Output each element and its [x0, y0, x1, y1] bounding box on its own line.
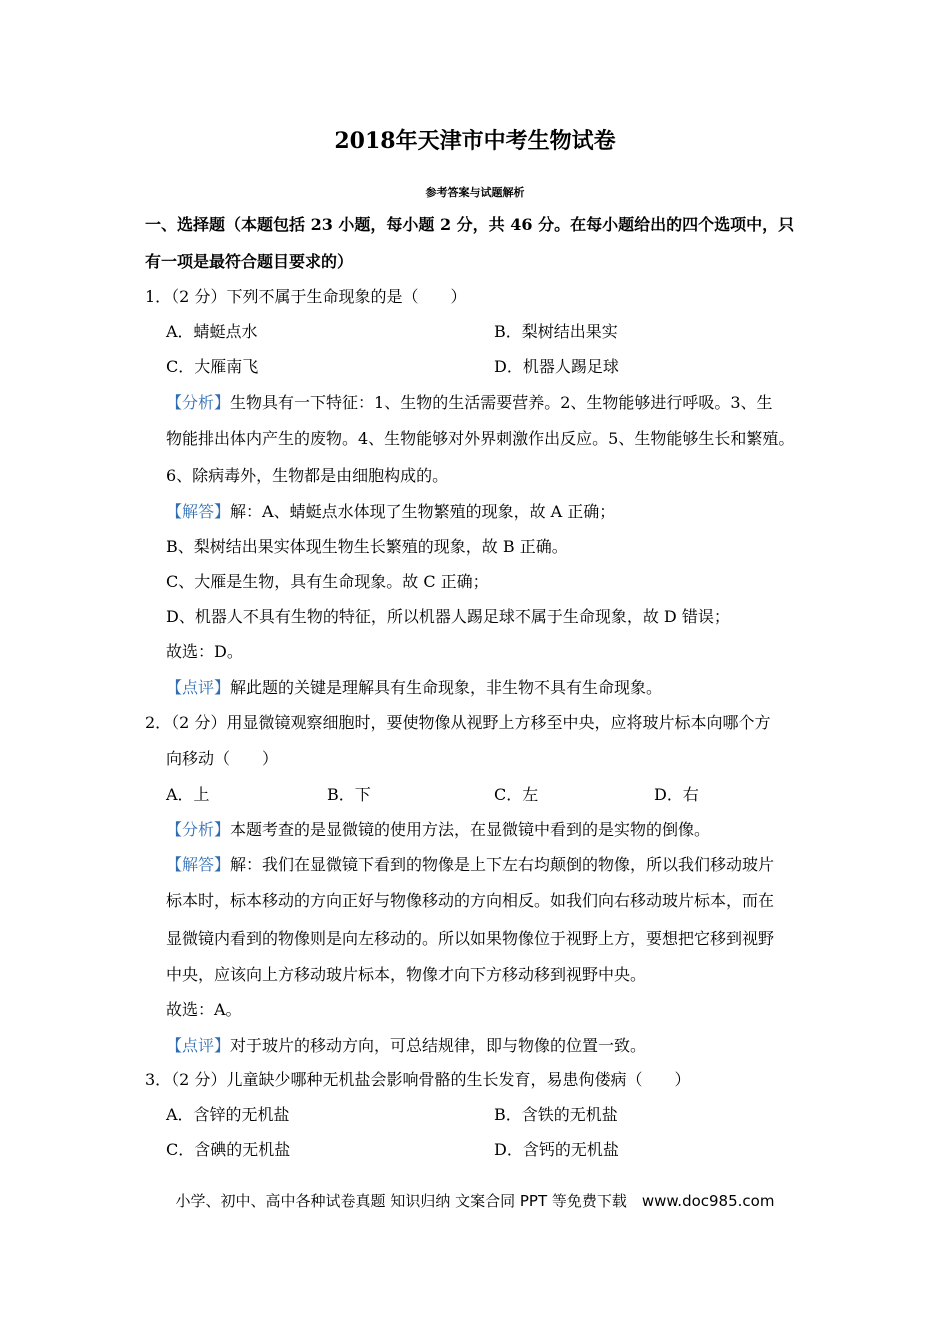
q2-comment-line: 【点评】对于玻片的移动方向，可总结规律，即与物像的位置一致。: [166, 1036, 647, 1055]
q3-option-c: C．含碘的无机盐: [166, 1140, 291, 1159]
q2-answer-line: 中央，应该向上方移动玻片标本，物像才向下方移动移到视野中央。: [166, 965, 647, 984]
q2-option-c: C．左: [494, 785, 539, 804]
q1-answer-line: 【解答】解：A、蜻蜓点水体现了生物繁殖的现象，故 A 正确；: [166, 502, 616, 521]
q1-option-b: B．梨树结出果实: [494, 322, 618, 341]
q3-option-b: B．含铁的无机盐: [494, 1105, 618, 1124]
q2-option-d: D．右: [654, 785, 699, 804]
page-title: 2018年天津市中考生物试卷: [334, 128, 616, 154]
q2-answer-line: 故选：A。: [166, 1000, 242, 1019]
q2-analysis-line: 【分析】本题考查的是显微镜的使用方法，在显微镜中看到的是实物的倒像。: [166, 820, 711, 839]
section-heading-line-2: 有一项是最符合题目要求的）: [145, 252, 354, 271]
q1-answer-line: D、机器人不具有生物的特征，所以机器人踢足球不属于生命现象，故 D 错误；: [166, 607, 730, 626]
q2-answer-line: 【解答】解：我们在显微镜下看到的物像是上下左右均颠倒的物像，所以我们移动玻片: [166, 855, 775, 874]
q1-analysis-line: 【分析】生物具有一下特征：1、生物的生活需要营养。2、生物能够进行呼吸。3、生: [166, 393, 773, 412]
answer-tag: 【解答】: [166, 502, 231, 521]
q1-answer-line: 故选：D。: [166, 642, 243, 661]
comment-tag: 【点评】: [166, 678, 231, 697]
page-subtitle: 参考答案与试题解析: [425, 186, 525, 199]
q3-option-d: D．含钙的无机盐: [494, 1140, 619, 1159]
q1-analysis-line: 物能排出体内产生的废物。4、生物能够对外界刺激作出反应。5、生物能够生长和繁殖。: [166, 429, 795, 448]
q1-option-c: C．大雁南飞: [166, 357, 259, 376]
page-footer: 小学、初中、高中各种试卷真题 知识归纳 文案合同 PPT 等免费下载 www.doc985.com: [175, 1192, 775, 1210]
q3-option-a: A．含锌的无机盐: [166, 1105, 290, 1124]
comment-tag: 【点评】: [166, 1036, 231, 1055]
q2-option-a: A．上: [166, 785, 210, 804]
q2-option-b: B．下: [327, 785, 371, 804]
q1-option-a: A．蜻蜓点水: [166, 322, 258, 341]
q1-comment-line: 【点评】解此题的关键是理解具有生命现象，非生物不具有生命现象。: [166, 678, 663, 697]
q2-answer-line: 标本时，标本移动的方向正好与物像移动的方向相反。如我们向右移动玻片标本，而在: [166, 891, 775, 910]
q3-stem: 3．（2 分）儿童缺少哪种无机盐会影响骨骼的生长发育，易患佝偻病（ ）: [145, 1070, 691, 1089]
analysis-tag: 【分析】: [166, 820, 231, 839]
q1-answer-line: C、大雁是生物，具有生命现象。故 C 正确；: [166, 572, 489, 591]
q2-stem: 2．（2 分）用显微镜观察细胞时，要使物像从视野上方移至中央，应将玻片标本向哪个方: [145, 713, 771, 732]
analysis-tag: 【分析】: [166, 393, 231, 412]
answer-tag: 【解答】: [166, 855, 231, 874]
q1-option-d: D．机器人踢足球: [494, 357, 619, 376]
q2-answer-line: 显微镜内看到的物像则是向左移动的。所以如果物像位于视野上方，要想把它移到视野: [166, 929, 775, 948]
q2-stem-cont: 向移动（ ）: [166, 749, 279, 768]
section-heading-line-1: 一、选择题（本题包括 23 小题，每小题 2 分，共 46 分。在每小题给出的四个选项中，只: [145, 215, 795, 234]
q1-answer-line: B、梨树结出果实体现生物生长繁殖的现象，故 B 正确。: [166, 537, 568, 556]
q1-analysis-line: 6、除病毒外，生物都是由细胞构成的。: [166, 466, 449, 485]
q1-stem: 1．（2 分）下列不属于生命现象的是（ ）: [145, 287, 467, 306]
